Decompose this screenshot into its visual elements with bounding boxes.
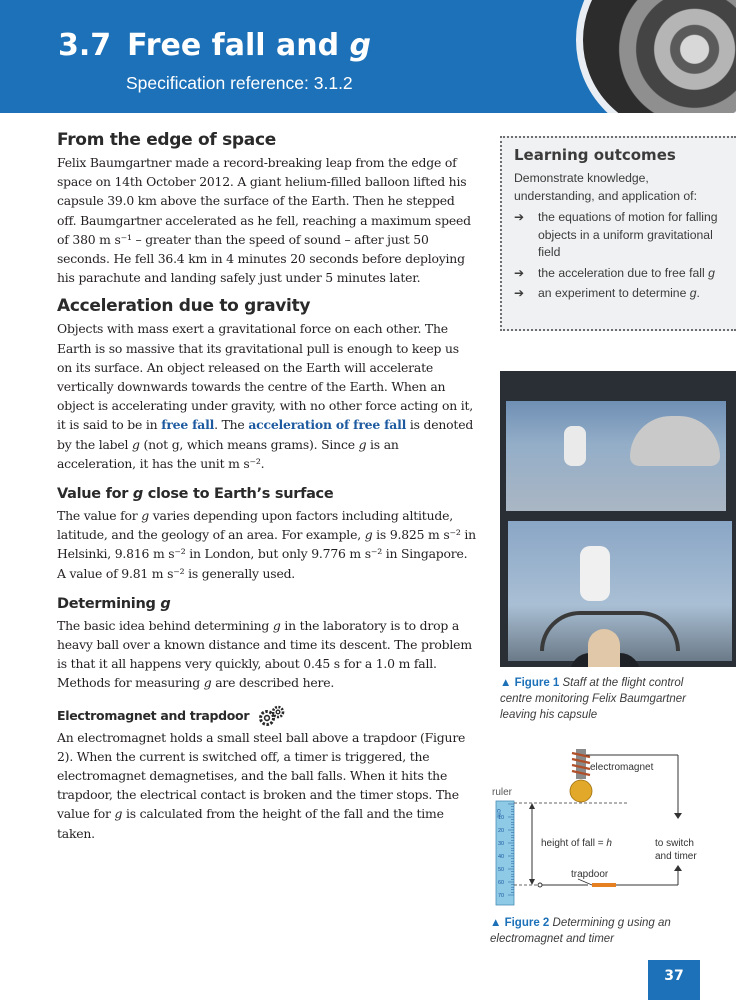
chapter-title (58, 28, 371, 63)
ruler-tick-label: 50 (498, 867, 505, 873)
ruler-tick-label: 20 (498, 828, 505, 834)
title-text: Free fall and (127, 28, 350, 63)
list-item: ➔ an experiment to determine g. (514, 285, 722, 303)
section-number: 3.7 (58, 28, 112, 63)
learning-outcomes-list (514, 209, 722, 303)
paragraph-value-for-g: The value for g varies depending upon factors including altitude, latitude, and the geology of an area. For example, g is 9.825 m s⁻² in Helsinki, 9.816 m s⁻² in London, but only 9.776 m s⁻² in Singapore. A value of 9.81 m s⁻² is generally used. (57, 508, 476, 581)
spec-reference: Specification reference: 3.1.2 (126, 73, 353, 93)
page-number: 37 (648, 960, 700, 1000)
jumper-figure (564, 426, 586, 466)
and-timer-label: and timer (655, 851, 697, 862)
ruler-tick-label: 70 (498, 893, 505, 899)
gears-photo (576, 0, 736, 113)
figure2-text: Determining g using an electromagnet and timer (490, 917, 671, 945)
chapter-header (0, 0, 736, 113)
figure2-diagram (488, 745, 736, 910)
title-symbol: g (349, 28, 371, 63)
steel-ball (570, 780, 592, 802)
main-column (57, 130, 477, 843)
figure1-label: ▲ Figure 1 (500, 677, 560, 689)
paragraph-acceleration-gravity: Objects with mass exert a gravitational force on each other. The Earth is so massive that its gravitational pull is enough to keep us on its surface. An object released on the Earth will accelerate vertically downwards towards the centre of the Earth. When an object is accelerating under gravity, with no other force acting on it, it is said to be in free fall. The acceleration of free fall is denoted by the label g (not g, which means grams). Since g is an acceleration, it has the unit m s⁻². (57, 321, 474, 471)
paragraph-electromagnet-trapdoor: An electromagnet holds a small steel ball above a trapdoor (Figure 2). When the current is switched off, a timer is triggered, the electromagnet demagnetises, and the ball falls. When it hits the trapdoor, the electrical contact is broken and the timer stops. The value for g is calculated from the height of the fall and the time taken. (57, 729, 466, 841)
figure1-text: Staff at the flight control centre monitoring Felix Baumgartner leaving his capsule (500, 677, 686, 721)
learning-outcomes-intro: Demonstrate knowledge, understanding, and application of: (514, 171, 697, 203)
term-acceleration-free-fall: acceleration of free fall (248, 417, 407, 433)
heading-acceleration-gravity: Acceleration due to gravity (57, 296, 311, 317)
to-switch-label: to switch (655, 838, 694, 849)
arrow-icon: ➔ (514, 265, 525, 280)
ruler-tick-label: 60 (498, 880, 505, 886)
electromagnet-label: electromagnet (590, 762, 654, 773)
heading-electromagnet-trapdoor: Electromagnet and trapdoor (57, 705, 477, 727)
jumper-figure (580, 546, 610, 601)
heading-edge-of-space: From the edge of space (57, 130, 276, 150)
figure1-photo (500, 371, 736, 667)
arrow-icon: ➔ (514, 286, 525, 300)
list-item: ➔ the equations of motion for falling objects in a uniform gravitational field (514, 210, 718, 259)
list-item: ➔ the acceleration due to free fall g (514, 265, 722, 283)
figure1-caption (500, 675, 690, 723)
trapdoor-label: trapdoor (571, 869, 609, 880)
ruler-unit: cm (495, 809, 502, 818)
heading-value-for-g: Value for g close to Earth’s surface (57, 486, 334, 503)
paragraph-edge-of-space: Felix Baumgartner made a record-breaking leap from the edge of space on 14th October 2012. A giant helium-filled balloon lifted his capsule 39.0 km above the surface of the Earth. Then he stepped off. Baumgartner accelerated as he fell, reaching a maximum speed of 380 m s⁻¹ – greater than the speed of sound – after just 50 seconds. He fell 36.4 km in 4 minutes 20 seconds before deploying his parachute and landing safely just under 5 minutes later. (57, 155, 471, 286)
ruler-tick-label: 30 (498, 841, 505, 847)
term-free-fall: free fall (161, 417, 215, 433)
arrow-icon: ➔ (514, 210, 525, 224)
heading-determining-g: Determining g (57, 595, 171, 612)
staff-head (588, 629, 620, 667)
height-label: height of fall = h (541, 838, 612, 849)
ruler-label: ruler (492, 787, 513, 798)
learning-outcomes-box (500, 136, 736, 331)
figure2-caption (490, 915, 720, 947)
figure2-label: ▲ Figure 2 (490, 917, 550, 929)
gears-icon (257, 705, 287, 727)
paragraph-determining-g: The basic idea behind determining g in the laboratory is to drop a heavy ball over a known distance and time its descent. The problem is that it all happens very quickly, about 0.45 s for a 1.0 m fall. Methods for measuring g are described here. (57, 617, 472, 691)
ruler-tick-label: 40 (498, 854, 505, 860)
ruler-tick-label: 10 (498, 815, 505, 821)
learning-outcomes-heading: Learning outcomes (514, 146, 676, 164)
trapdoor (592, 883, 616, 887)
